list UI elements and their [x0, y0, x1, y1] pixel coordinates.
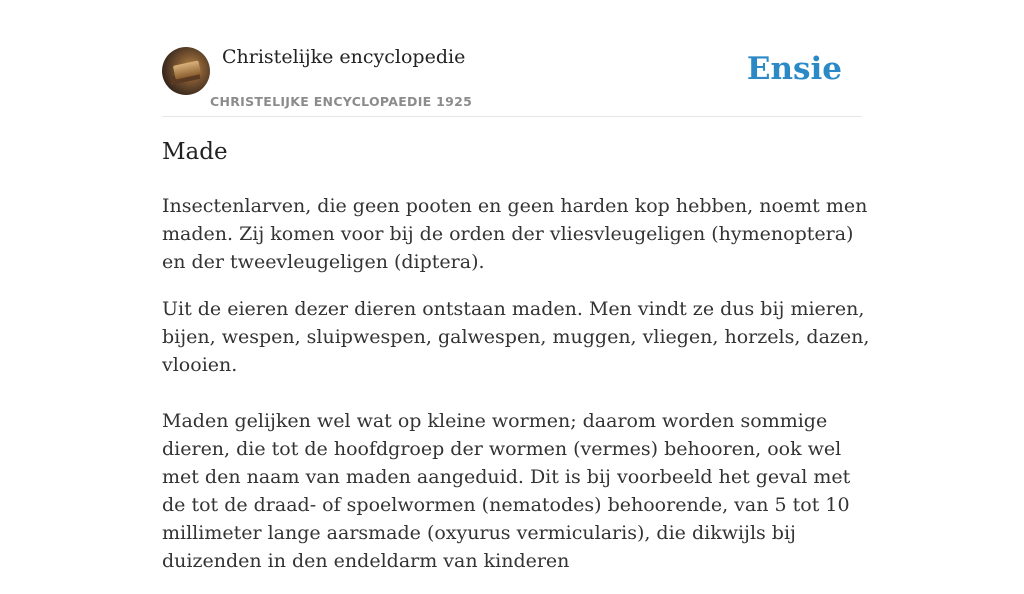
site-avatar[interactable] [162, 47, 210, 95]
article-title: Made [162, 139, 228, 165]
article-paragraph-1: Insectenlarven, die geen pooten en geen harden kop hebben, noemt men maden. Zij komen voor bij de orden der vliesvleugeligen (hymenoptera) en der tweevleugeligen (diptera). [162, 195, 868, 273]
article-body [162, 192, 874, 594]
article-paragraph-3: Maden gelijken wel wat op kleine wormen; daarom worden sommige dieren, die tot de hoofdgroep der wormen (vermes) behooren, ook wel met den naam van maden aangeduid. Dit is bij voorbeeld het geval met de tot de draad- of spoelwormen (nematodes) behoorende, van 5 tot 10 millimeter lange aarsmade (oxyurus vermicularis), die dikwijls bij duizenden in den endeldarm van kinderen [162, 410, 851, 572]
site-title[interactable]: Christelijke encyclopedie [222, 46, 466, 68]
site-header [162, 46, 862, 117]
ensie-logo[interactable]: Ensie [746, 51, 842, 87]
site-subtitle[interactable]: CHRISTELIJKE ENCYCLOPAEDIE 1925 [210, 94, 473, 109]
article-paragraph-2: Uit de eieren dezer dieren ontstaan maden. Men vindt ze dus bij mieren, bijen, wespen, sluipwespen, galwespen, muggen, vliegen, horzels, dazen, vlooien. [162, 298, 870, 376]
